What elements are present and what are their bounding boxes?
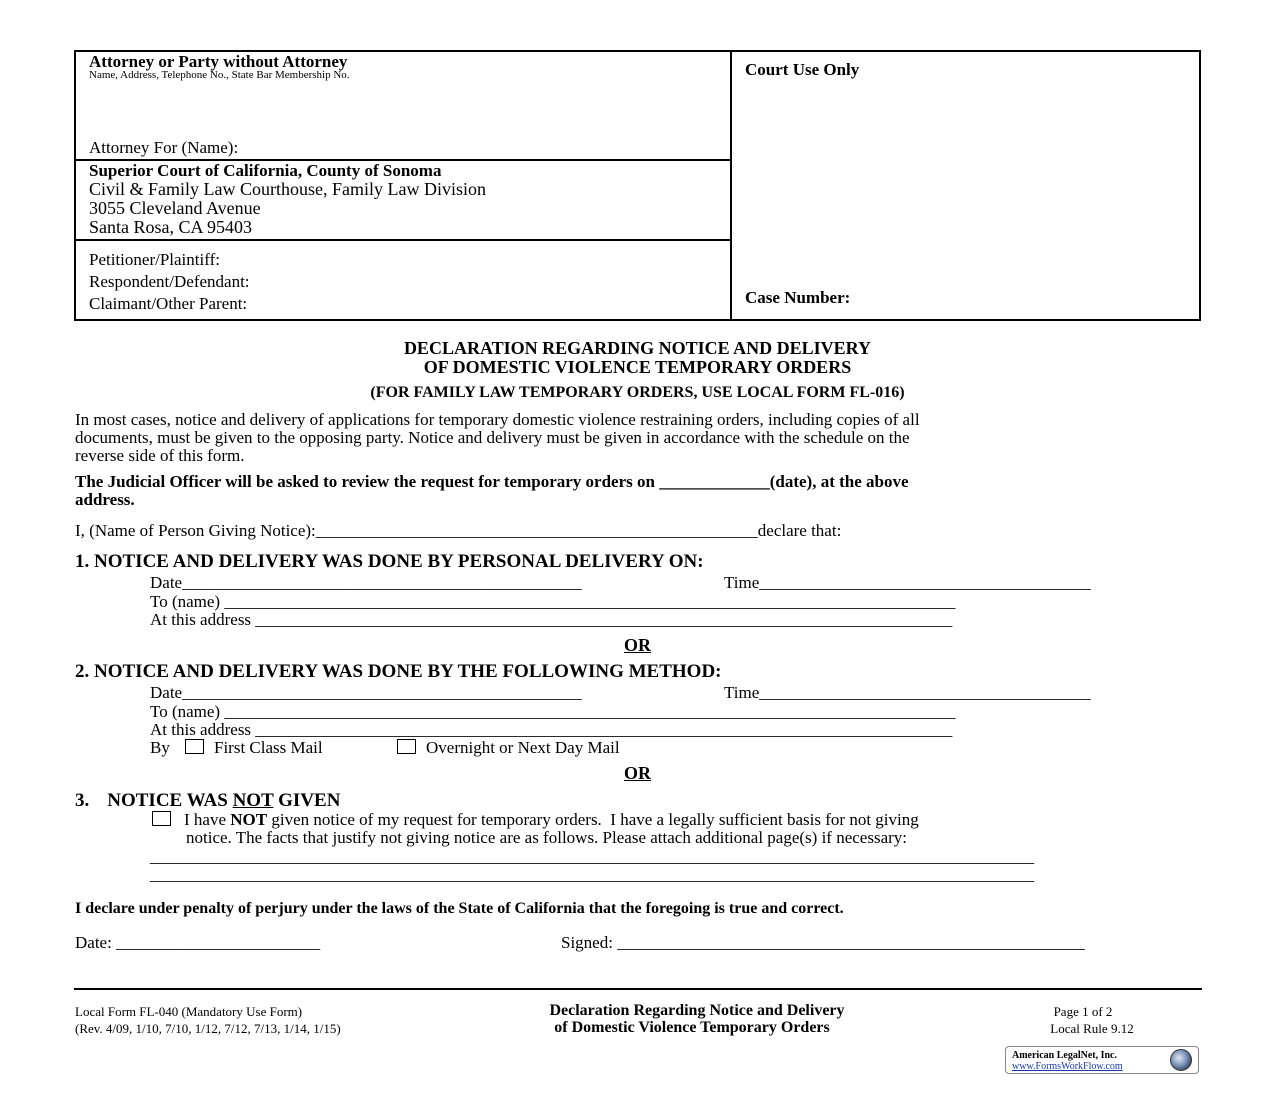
globe-icon — [1170, 1049, 1192, 1071]
logo-url-link[interactable]: www.FormsWorkFlow.com — [1012, 1061, 1123, 1072]
first-class-mail-checkbox[interactable] — [185, 739, 204, 754]
form-title-line2: OF DOMESTIC VIOLENCE TEMPORARY ORDERS — [423, 357, 852, 377]
intro-line1: In most cases, notice and delivery of applications for temporary domestic violence restraining orders, including copies of all — [75, 410, 920, 429]
petitioner-field[interactable]: Petitioner/Plaintiff: — [89, 250, 220, 269]
section3-text-not: NOT — [230, 810, 268, 829]
or-separator-1: OR — [624, 635, 651, 655]
signature-field[interactable]: Signed: _______________________________________________________ — [561, 933, 1085, 952]
court-divider — [74, 239, 731, 241]
section3-text-post: given notice of my request for temporary orders. I have a legally sufficient basis for not giving — [267, 810, 919, 829]
section1-date-field[interactable]: Date_______________________________________________ — [150, 573, 582, 592]
form-title-line1: DECLARATION REGARDING NOTICE AND DELIVERY — [403, 338, 872, 358]
footer-page-number: Page 1 of 2 — [1053, 1004, 1113, 1019]
court-name: Superior Court of California, County of Sonoma — [89, 161, 442, 180]
section1-heading: 1. NOTICE AND DELIVERY WAS DONE BY PERSONAL DELIVERY ON: — [75, 551, 704, 572]
signature-date-field[interactable]: Date: ________________________ — [75, 933, 321, 952]
or-separator-2: OR — [624, 763, 651, 783]
section2-heading: 2. NOTICE AND DELIVERY WAS DONE BY THE FOLLOWING METHOD: — [75, 661, 722, 682]
footer-local-rule: Local Rule 9.12 — [1050, 1021, 1134, 1036]
caption-divider — [730, 50, 732, 321]
section3-text-pre: I have — [184, 810, 231, 829]
first-class-mail-label: First Class Mail — [214, 738, 323, 757]
section2-date-field[interactable]: Date_______________________________________________ — [150, 683, 582, 702]
declarant-name-field[interactable]: I, (Name of Person Giving Notice):____________________________________________________declare that: — [75, 521, 842, 540]
section1-time-field[interactable]: Time_______________________________________ — [724, 573, 1091, 592]
section3-heading-post: GIVEN — [273, 790, 341, 811]
form-title-note: (FOR FAMILY LAW TEMPORARY ORDERS, USE LOCAL FORM FL-016) — [370, 384, 905, 401]
section3-number: 3. — [75, 790, 90, 811]
intro-line3: reverse side of this form. — [75, 446, 245, 465]
review-date-line[interactable]: The Judicial Officer will be asked to review the request for temporary orders on _____________(date), at the above — [75, 472, 909, 491]
footer-title-line1: Declaration Regarding Notice and Delivery — [549, 1002, 845, 1019]
section1-address-field[interactable]: At this address __________________________________________________________________________________ — [150, 610, 953, 629]
respondent-field[interactable]: Respondent/Defendant: — [89, 272, 250, 291]
perjury-statement: I declare under penalty of perjury under the laws of the State of California that the foregoing is true and correct. — [75, 900, 844, 917]
case-number-field[interactable]: Case Number: — [745, 288, 851, 307]
court-address-line3: Santa Rosa, CA 95403 — [89, 217, 253, 237]
justification-line-1[interactable]: ________________________________________________________________________________________________________ — [150, 847, 1034, 866]
notice-not-given-checkbox[interactable] — [152, 811, 171, 826]
attorney-subtitle: Name, Address, Telephone No., State Bar Membership No. — [89, 69, 350, 81]
overnight-mail-checkbox[interactable] — [397, 739, 416, 754]
footer-form-id: Local Form FL-040 (Mandatory Use Form) — [75, 1004, 303, 1019]
claimant-field[interactable]: Claimant/Other Parent: — [89, 294, 248, 313]
section2-by-label: By — [150, 738, 170, 757]
court-address-line1: Civil & Family Law Courthouse, Family Law Division — [89, 179, 486, 199]
section1-to-name-field[interactable]: To (name) ______________________________________________________________________________________ — [150, 592, 956, 611]
section2-time-field[interactable]: Time_______________________________________ — [724, 683, 1091, 702]
american-legalnet-logo[interactable] — [1005, 1046, 1199, 1074]
court-use-only-label: Court Use Only — [745, 60, 860, 79]
footer-revision: (Rev. 4/09, 1/10, 7/10, 1/12, 7/12, 7/13, 1/14, 1/15) — [75, 1021, 341, 1036]
section3-statement — [184, 810, 919, 830]
section3-heading — [75, 790, 340, 812]
attorney-title: Attorney or Party without Attorney — [89, 52, 348, 71]
section3-line2: notice. The facts that justify not giving notice are as follows. Please attach additional page(s) if necessary: — [186, 828, 908, 847]
attorney-for-field[interactable]: Attorney For (Name): — [89, 138, 239, 157]
footer-rule — [74, 988, 1202, 990]
court-address-line2: 3055 Cleveland Avenue — [89, 198, 261, 218]
section2-address-field[interactable]: At this address __________________________________________________________________________________ — [150, 720, 953, 739]
footer-title-line2: of Domestic Violence Temporary Orders — [554, 1019, 830, 1036]
section3-heading-not: NOT — [232, 790, 274, 811]
review-date-line2: address. — [75, 490, 135, 509]
section3-heading-pre: NOTICE WAS — [107, 790, 233, 811]
section2-to-name-field[interactable]: To (name) ______________________________________________________________________________________ — [150, 702, 956, 721]
overnight-mail-label: Overnight or Next Day Mail — [426, 738, 620, 757]
intro-line2: documents, must be given to the opposing party. Notice and delivery must be given in accordance with the schedule on the — [75, 428, 910, 447]
justification-line-2[interactable]: ________________________________________________________________________________________________________ — [150, 865, 1034, 884]
logo-company-name: American LegalNet, Inc. — [1012, 1050, 1117, 1061]
